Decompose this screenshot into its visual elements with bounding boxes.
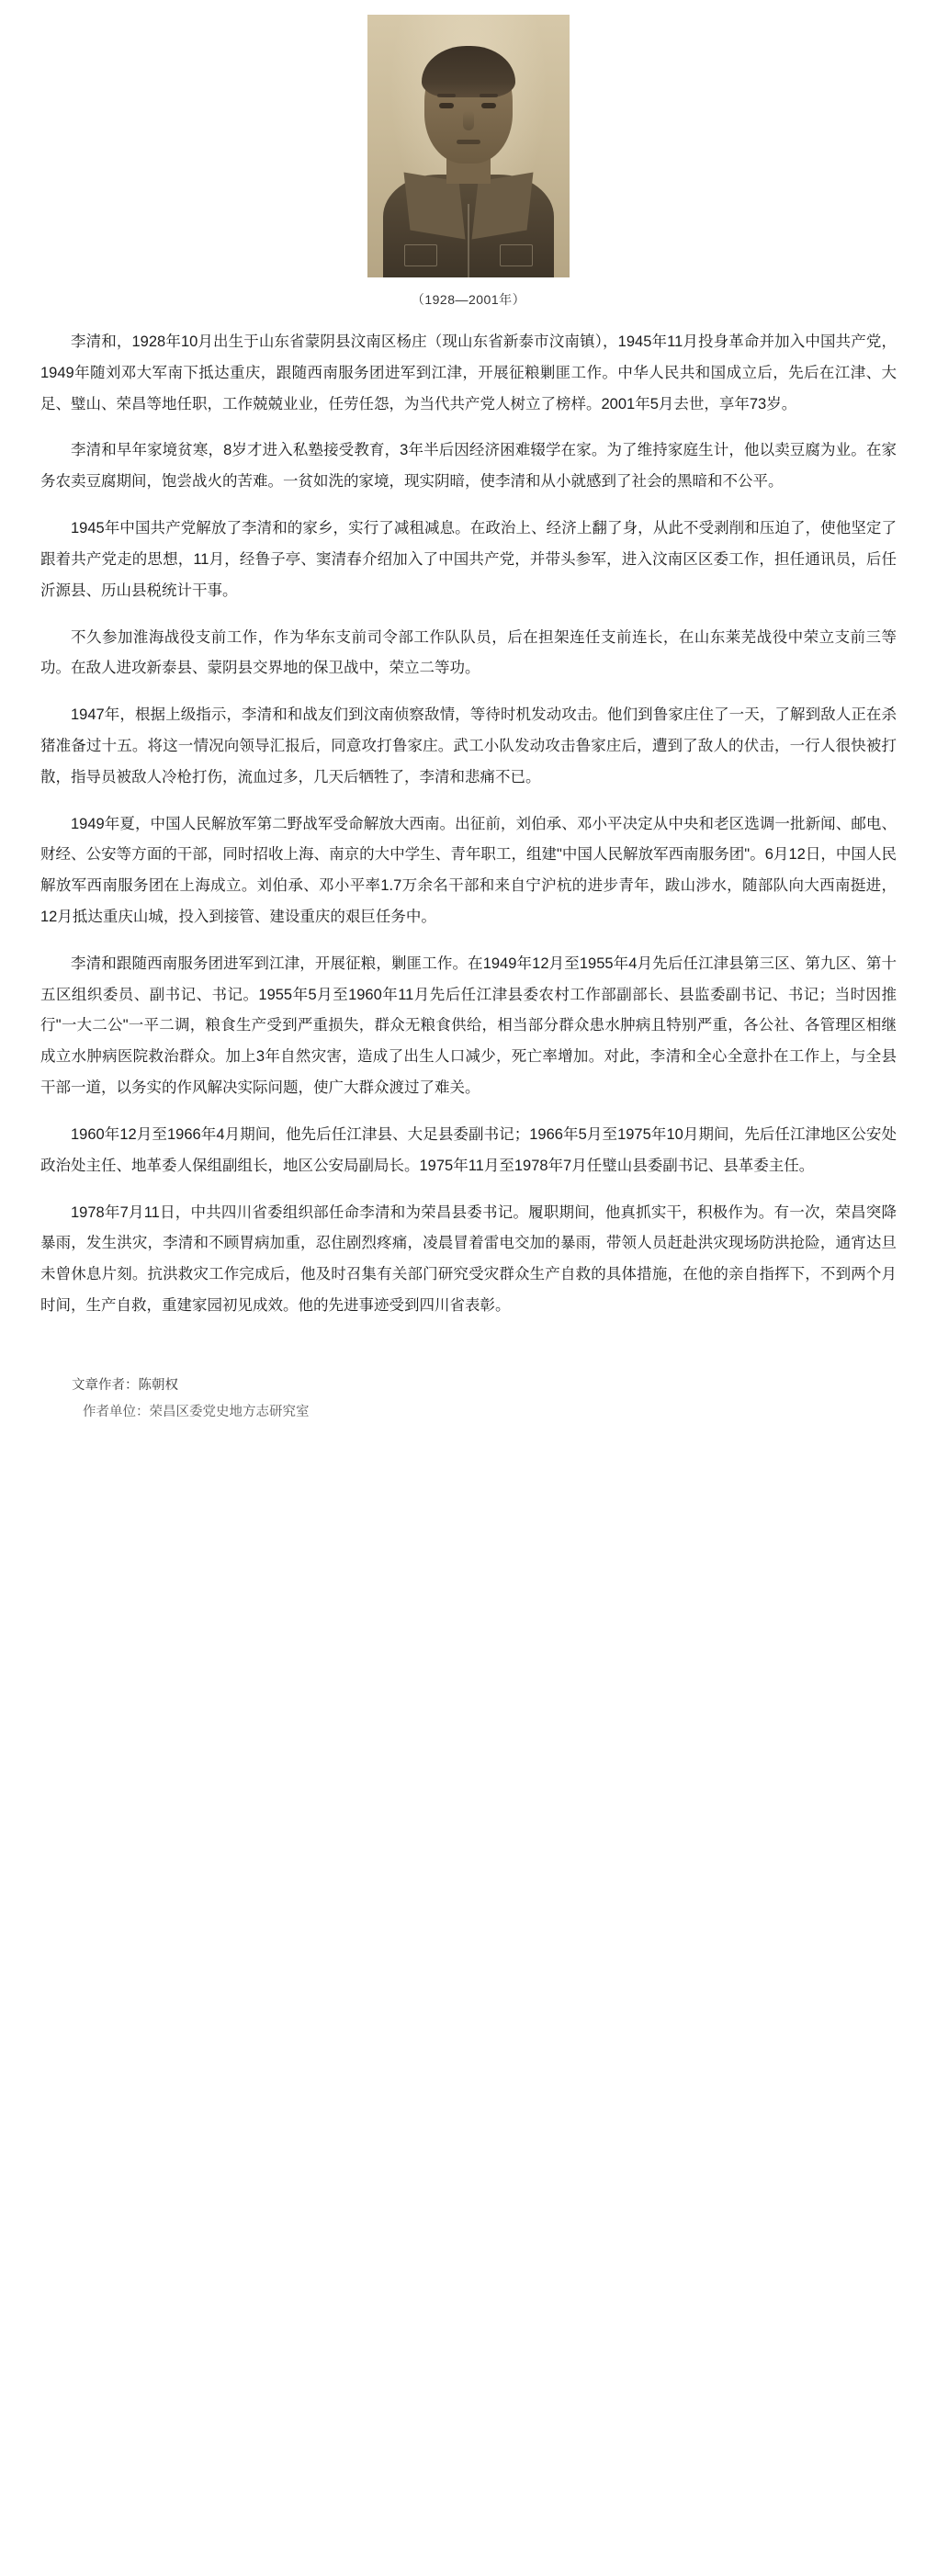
portrait-eyebrow-right — [480, 94, 498, 97]
article-body — [0, 309, 937, 1349]
paragraph: 1960年12月至1966年4月期间，他先后任江津县、大足县委副书记；1966年5月至1975年10月期间，先后任江津地区公安处政治处主任、地革委人保组副组长，地区公安局副局长。1975年11月至1978年7月任璧山县委副书记、县革委主任。 — [40, 1125, 897, 1174]
portrait-eyebrow-left — [437, 94, 456, 97]
portrait-illustration — [367, 15, 570, 277]
paragraph: 李清和早年家境贫寒，8岁才进入私塾接受教育，3年半后因经济困难辍学在家。为了维持家庭生计，他以卖豆腐为业。在家务农卖豆腐期间，饱尝战火的苦难。一贫如洗的家境，现实阴暗，使李清和从小就感到了社会的黑暗和不公平。 — [40, 442, 897, 491]
portrait-photo — [367, 15, 570, 277]
portrait-eye-right — [481, 103, 496, 108]
portrait-pocket-left — [404, 244, 437, 266]
paragraph: 1945年中国共产党解放了李清和的家乡，实行了减租减息。在政治上、经济上翻了身，从此不受剥削和压迫了，使他坚定了跟着共产党走的思想，11月，经鲁子亭、窦清春介绍加入了中国共产党，并带头参军，进入汶南区区委工作，担任通讯员，后任沂源县、历山县税统计干事。 — [40, 520, 897, 599]
paragraph: 1947年，根据上级指示，李清和和战友们到汶南侦察敌情，等待时机发动攻击。他们到鲁家庄住了一天，了解到敌人正在杀猪准备过十五。将这一情况向领导汇报后，同意攻打鲁家庄。武工小队发动攻击鲁家庄后，遭到了敌人的伏击，一行人很快被打散，指导员被敌人冷枪打伤，流血过多，几天后牺牲了，李清和悲痛不已。 — [40, 706, 897, 785]
paragraph: 不久参加淮海战役支前工作，作为华东支前司令部工作队队员，后在担架连任支前连长，在山东莱芜战役中荣立支前三等功。在敌人进攻新泰县、蒙阴县交界地的保卫战中，荣立二等功。 — [40, 628, 897, 677]
portrait-nose — [463, 110, 474, 130]
author-line: 文章作者：陈朝权 — [72, 1377, 178, 1393]
portrait-placket — [468, 204, 469, 277]
photo-caption: （1928—2001年） — [411, 292, 526, 307]
portrait-pocket-right — [500, 244, 533, 266]
portrait-mouth — [457, 140, 480, 144]
paragraph: 1949年夏，中国人民解放军第二野战军受命解放大西南。出征前，刘伯承、邓小平决定从中央和老区选调一批新闻、邮电、财经、公安等方面的干部，同时招收上海、南京的大中学生、青年职工，组建"中国人民解放军西南服务团"。6月12日，中国人民解放军西南服务团在上海成立。刘伯承、邓小平率1.7万余名干部和来自宁沪杭的进步青年，跋山涉水，随部队向大西南挺进，12月抵达重庆山城，投入到接管、建设重庆的艰巨任务中。 — [40, 815, 897, 925]
paragraph: 李清和，1928年10月出生于山东省蒙阴县汶南区杨庄（现山东省新泰市汶南镇），1945年11月投身革命并加入中国共产党，1949年随刘邓大军南下抵达重庆，跟随西南服务团进军到江津，开展征粮剿匪工作。中华人民共和国成立后，先后在江津、大足、璧山、荣昌等地任职，工作兢兢业业，任劳任怨，为当代共产党人树立了榜样。2001年5月去世，享年73岁。 — [40, 333, 897, 412]
portrait-eye-left — [439, 103, 454, 108]
portrait-hair — [422, 46, 515, 97]
paragraph: 1978年7月11日，中共四川省委组织部任命李清和为荣昌县委书记。履职期间，他真抓实干，积极作为。有一次，荣昌突降暴雨，发生洪灾，李清和不顾胃病加重，忍住剧烈疼痛，凌晨冒着雷电交加的暴雨，带领人员赶赴洪灾现场防洪抢险，通宵达旦未曾休息片刻。抗洪救灾工作完成后，他及时召集有关部门研究受灾群众生产自救的具体措施，在他的亲自指挥下，不到两个月时间，生产自救，重建家园初见成效。他的先进事迹受到四川省表彰。 — [40, 1203, 897, 1314]
article-footer — [0, 1349, 937, 1457]
portrait-photo-container — [0, 0, 937, 277]
paragraph: 李清和跟随西南服务团进军到江津，开展征粮，剿匪工作。在1949年12月至1955年4月先后任江津县第三区、第九区、第十五区组织委员、副书记、书记。1955年5月至1960年11月先后任江津县委农村工作部副部长、县监委副书记、书记；当时因推行"一大二公"一平二调，粮食生产受到严重损失，群众无粮食供给，相当部分群众患水肿病且特别严重，各公社、各管理区相继成立水肿病医院救治群众。加上3年自然灾害，造成了出生人口减少，死亡率增加。对此，李清和全心全意扑在工作上，与全县干部一道，以务实的作风解决实际问题，使广大群众渡过了难关。 — [40, 955, 897, 1097]
author-unit-line: 作者单位：荣昌区委党史地方志研究室 — [83, 1404, 310, 1419]
